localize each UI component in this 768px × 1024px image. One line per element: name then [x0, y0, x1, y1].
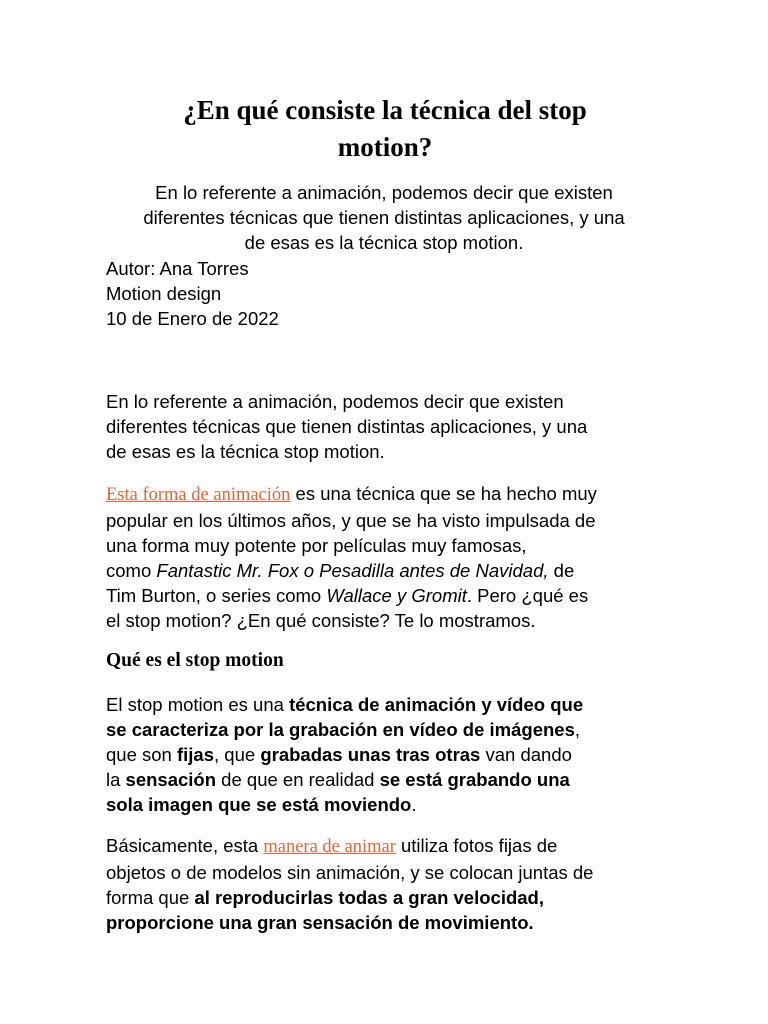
paragraph-text: Tim Burton, o series como [106, 585, 327, 606]
author-text: Autor: Ana Torres [106, 258, 249, 279]
paragraph-4 [106, 833, 666, 935]
bold-text: técnica de animación y vídeo que [289, 694, 584, 715]
paragraph-text: forma que [106, 887, 195, 908]
film-titles: Fantastic Mr. Fox o Pesadilla antes de Navidad, [156, 560, 549, 581]
bold-text: se caracteriza por la grabación en vídeo de imágenes [106, 719, 575, 740]
paragraph-line: de esas es la técnica stop motion. [106, 441, 385, 462]
paragraph-text: el stop motion? ¿En qué consiste? Te lo mostramos. [106, 610, 536, 631]
intro-line: de esas es la técnica stop motion. [244, 232, 524, 253]
bold-text: sensación [125, 769, 217, 790]
article-meta [106, 256, 606, 331]
paragraph-text: , que [214, 744, 261, 765]
paragraph-text: de que en realidad [216, 769, 380, 790]
paragraph-text: que son [106, 744, 177, 765]
bold-text: sola imagen que se está moviendo [106, 794, 412, 815]
intro-line: diferentes técnicas que tienen distintas aplicaciones, y una [143, 207, 625, 228]
section-heading: Qué es el stop motion [106, 650, 284, 671]
intro-line: En lo referente a animación, podemos decir que existen [155, 182, 613, 203]
bold-text: se está grabando una [379, 769, 570, 790]
paragraph-text: El stop motion es una [106, 694, 290, 715]
paragraph-line: diferentes técnicas que tienen distintas aplicaciones, y una [106, 416, 588, 437]
bold-text: grabadas unas tras otras [260, 744, 481, 765]
paragraph-text: . [411, 794, 417, 815]
title-line: motion? [337, 132, 433, 162]
animation-form-link[interactable]: Esta forma de animación [106, 485, 291, 505]
date-text: 10 de Enero de 2022 [106, 308, 279, 329]
paragraph-text: la [106, 769, 126, 790]
paragraph-text: Básicamente, esta [106, 835, 264, 856]
bold-text: fijas [176, 744, 215, 765]
animation-method-link[interactable]: manera de animar [263, 837, 396, 857]
paragraph-2 [106, 481, 666, 633]
paragraph-text: como [106, 560, 157, 581]
category-text: Motion design [106, 283, 222, 304]
paragraph-3 [106, 692, 666, 817]
paragraph-text: , [574, 719, 580, 740]
paragraph-1 [106, 389, 666, 464]
intro-summary [100, 180, 668, 255]
paragraph-text: es una técnica que se ha hecho muy [290, 483, 597, 504]
paragraph-text: van dando [480, 744, 572, 765]
paragraph-text: popular en los últimos años, y que se ha visto impulsada de [106, 510, 596, 531]
paragraph-text: objetos o de modelos sin animación, y se colocan juntas de [106, 862, 594, 883]
title-line: ¿En qué consiste la técnica del stop [183, 95, 587, 125]
paragraph-line: En lo referente a animación, podemos decir que existen [106, 391, 564, 412]
bold-text: proporcione una gran sensación de movimiento. [106, 912, 534, 933]
paragraph-text: . Pero ¿qué es [466, 585, 589, 606]
paragraph-text: utiliza fotos fijas de [395, 835, 558, 856]
page-title [100, 92, 670, 166]
paragraph-text: de [548, 560, 575, 581]
paragraph-text: una forma muy potente por películas muy famosas, [106, 535, 527, 556]
series-title: Wallace y Gromit [326, 585, 467, 606]
bold-text: al reproducirlas todas a gran velocidad, [194, 887, 544, 908]
